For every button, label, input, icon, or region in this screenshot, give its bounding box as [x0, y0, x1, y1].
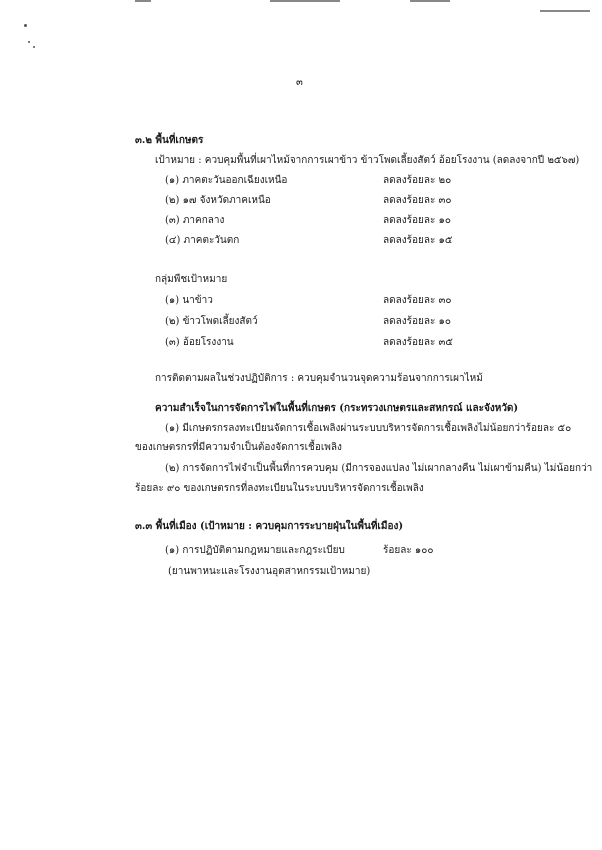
region-value: ลดลงร้อยละ ๑๕	[383, 235, 453, 246]
section-3-3-item-value: ร้อยละ ๑๐๐	[383, 545, 434, 556]
crop-value: ลดลงร้อยละ ๓๐	[383, 295, 452, 306]
crop-value: ลดลงร้อยละ ๑๐	[383, 316, 451, 327]
page-number: ๓	[296, 77, 303, 88]
monitoring-text: การติดตามผลในช่วงปฏิบัติการ : ควบคุมจำนวนจุดความร้อนจากการเผาไหม้	[155, 373, 483, 384]
success-item-1: (๑) มีเกษตรกรลงทะเบียนจัดการเชื้อเพลิงผ่านระบบบริหารจัดการเชื้อเพลิงไม่น้อยกว่าร้อยละ ๕๐	[165, 423, 572, 434]
scan-mark-top	[270, 0, 340, 2]
section-3-2-title: ๓.๒ พื้นที่เกษตร	[135, 135, 204, 146]
region-label: (๑) ภาคตะวันออกเฉียงเหนือ	[165, 175, 288, 186]
region-label: (๒) ๑๗ จังหวัดภาคเหนือ	[165, 195, 271, 206]
success-item-2-cont: ร้อยละ ๙๐ ของเกษตรกรที่ลงทะเบียนในระบบบริหารจัดการเชื้อเพลิง	[135, 483, 424, 494]
scan-speck	[28, 41, 30, 43]
region-value: ลดลงร้อยละ ๑๐	[383, 215, 451, 226]
scan-speck	[24, 24, 27, 27]
crop-label: (๓) อ้อยโรงงาน	[165, 337, 234, 348]
scan-mark-top	[540, 10, 590, 12]
scan-speck	[33, 46, 35, 48]
scan-mark-top	[135, 0, 151, 2]
crop-label: (๒) ข้าวโพดเลี้ยงสัตว์	[165, 316, 258, 327]
region-label: (๔) ภาคตะวันตก	[165, 235, 240, 246]
crop-label: (๑) นาข้าว	[165, 295, 213, 306]
region-value: ลดลงร้อยละ ๒๐	[383, 175, 452, 186]
scan-mark-top	[410, 0, 450, 2]
section-3-3-item-note: (ยานพาหนะและโรงงานอุตสาหกรรมเป้าหมาย)	[168, 566, 371, 577]
success-item-2: (๒) การจัดการไฟจำเป็นพื้นที่การควบคุม (มีการจองแปลง ไม่เผากลางคืน ไม่เผาข้ามคืน) ไม่น้อยกว่า	[165, 463, 593, 474]
success-item-1-cont: ของเกษตรกรที่มีความจำเป็นต้องจัดการเชื้อเพลิง	[135, 442, 342, 453]
crop-value: ลดลงร้อยละ ๓๕	[383, 337, 453, 348]
section-3-2-target: เป้าหมาย : ควบคุมพื้นที่เผาไหม้จากการเผาข้าว ข้าวโพดเลี้ยงสัตว์ อ้อยโรงงาน (ลดลงจากปี ๒๕๖๗)	[155, 155, 580, 166]
crop-group-title: กลุ่มพืชเป้าหมาย	[155, 274, 228, 285]
section-3-3-title: ๓.๓ พื้นที่เมือง (เป้าหมาย : ควบคุมการระบายฝุ่นในพื้นที่เมือง)	[135, 521, 404, 532]
region-value: ลดลงร้อยละ ๓๐	[383, 195, 452, 206]
region-label: (๓) ภาคกลาง	[165, 215, 225, 226]
section-3-3-item: (๑) การปฏิบัติตามกฎหมายและกฎระเบียบ	[165, 545, 345, 556]
success-title: ความสำเร็จในการจัดการไฟในพื้นที่เกษตร (กระทรวงเกษตรและสหกรณ์ และจังหวัด)	[155, 403, 519, 414]
